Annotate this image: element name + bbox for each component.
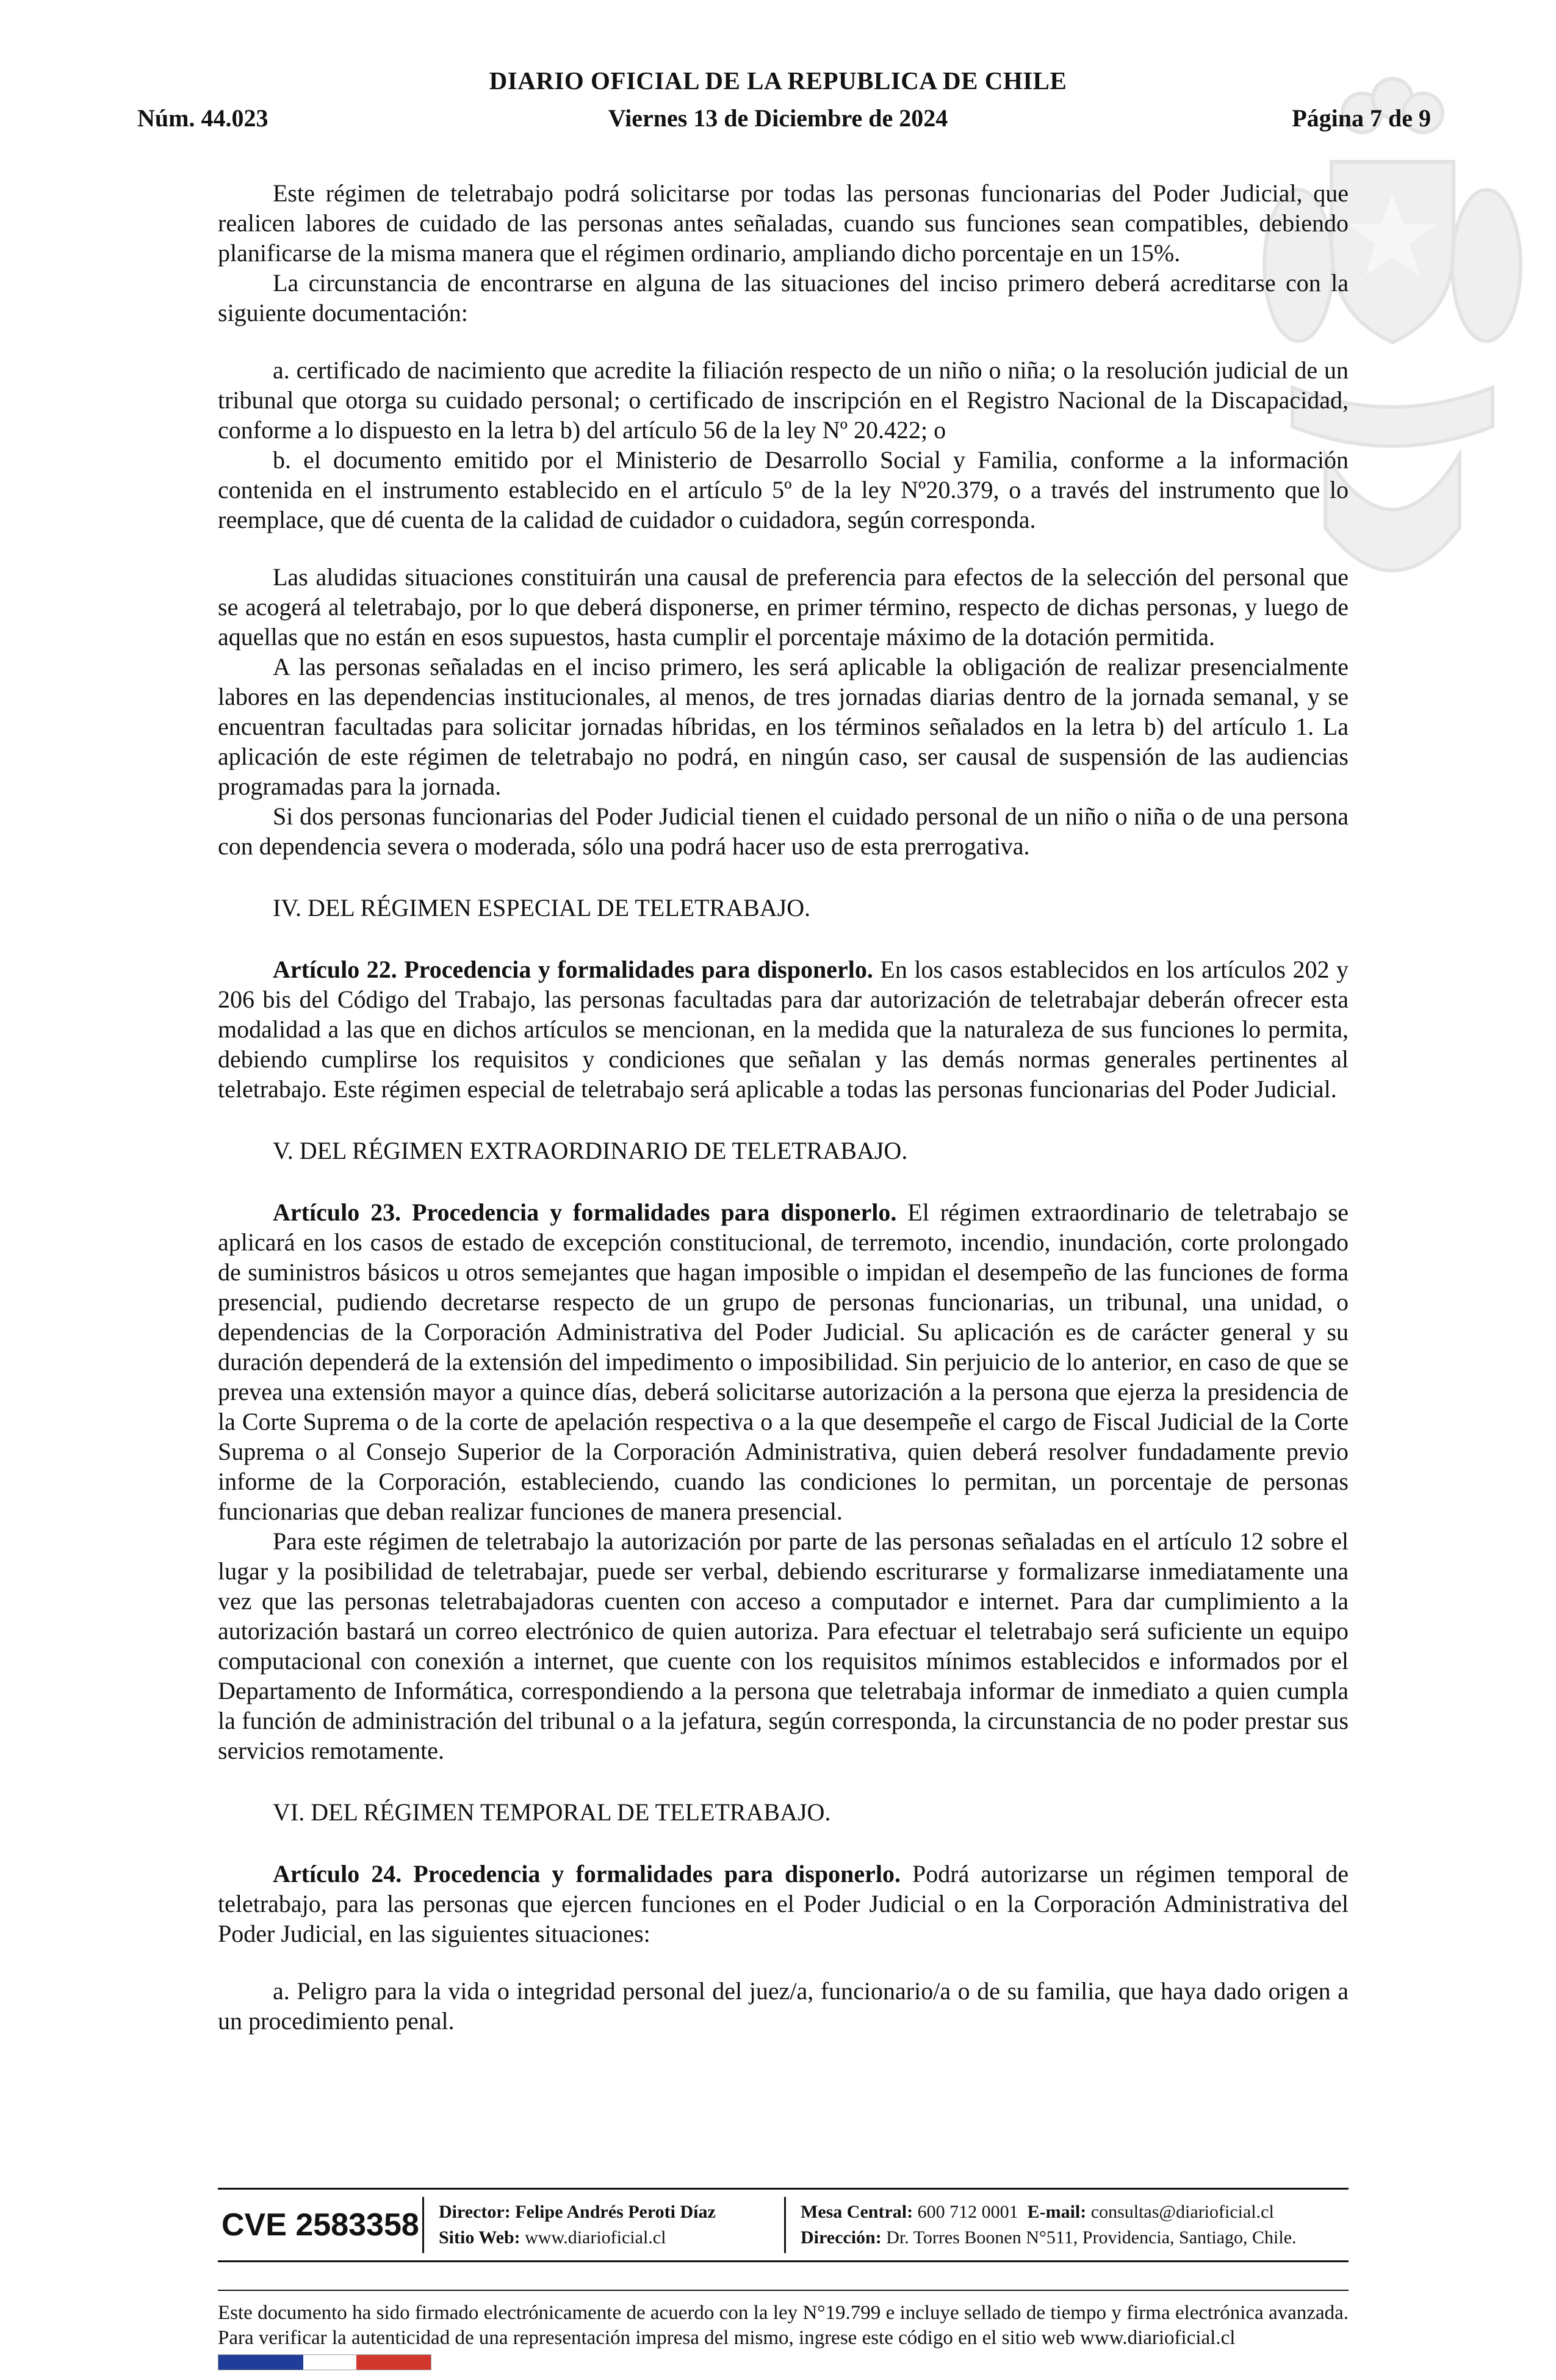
flag-red-segment [356,2355,431,2370]
page-indicator: Página 7 de 9 [1292,104,1431,132]
article-22-title: Artículo 22. Procedencia y formalidades para disponerlo. [273,956,873,983]
email-value: consultas@diarioficial.cl [1090,2202,1274,2222]
mesa-central-line [801,2199,1334,2225]
email-label: E-mail: [1027,2202,1087,2222]
direccion-label: Dirección: [801,2227,882,2248]
page-header [0,66,1556,132]
article-23-paragraph [218,1197,1349,1526]
article-22-paragraph [218,954,1349,1104]
contact-cell [786,2197,1349,2253]
paragraph: La circunstancia de encontrarse en alguna de las situaciones del inciso primero deberá acreditarse con la siguiente documentación: [218,269,1349,326]
chile-flag [218,2354,431,2370]
article-22-body: En los casos establecidos en los artículos 202 y 206 bis del Código del Trabajo, las personas facultadas para dar autorización de teletrabajar deberán ofrecer esta modalidad a las que en dichos artículos se mencionan, en la medida que la naturaleza de sus funciones lo permita, debiendo cumplirse los requisitos y condiciones que señalan y las demás normas generales pertinentes al teletrabajo. Este régimen especial de teletrabajo será aplicable a todas las personas funcionarias del Poder Judicial. [218,956,1349,1103]
date-line: Viernes 13 de Diciembre de 2024 [608,104,948,132]
section-heading-v: V. DEL RÉGIMEN EXTRAORDINARIO DE TELETRABAJO. [273,1137,908,1164]
signature-disclaimer: Este documento ha sido firmado electrónicamente de acuerdo con la ley N°19.799 e incluye sellado de tiempo y firma electrónica avanzada. Para verificar la autenticidad de una representación impresa del mismo, ingrese este código en el sitio web www.diarioficial.cl [218,2302,1349,2349]
document-body [218,178,1349,2186]
article-24-paragraph [218,1859,1349,1949]
header-meta-row [0,104,1556,132]
paragraph: A las personas señaladas en el inciso primero, les será aplicable la obligación de realizar presencialmente labores en las dependencias institucionales, al menos, de tres jornadas diarias dentro de la jornada semanal, y se encuentran facultadas para solicitar jornadas híbridas, en los términos señalados en la letra b) del artículo 1. La aplicación de este régimen de teletrabajo no podrá, en ningún caso, ser causal de suspensión de las audiencias programadas para la jornada. [218,653,1349,800]
sitio-web-line [439,2225,769,2251]
mesa-label: Mesa Central: [801,2202,913,2222]
article-24-title: Artículo 24. Procedencia y formalidades para disponerlo. [273,1860,901,1888]
article-24-body: Podrá autorizarse un régimen temporal de teletrabajo, para las personas que ejercen funciones en el Poder Judicial o en la Corporación Administrativa del Poder Judicial, en las siguientes situaciones: [218,1860,1349,1947]
sitio-label: Sitio Web: [439,2227,520,2248]
list-item-a: a. certificado de nacimiento que acredite la filiación respecto de un niño o niña; o la resolución judicial de un tribunal que otorga su cuidado personal; o certificado de inscripción en el Registro Nacional de la Discapacidad, conforme a lo dispuesto en la letra b) del artículo 56 de la ley Nº 20.422; o [218,356,1349,444]
footer-info-bar [218,2188,1349,2262]
flag-blue-segment [218,2355,303,2370]
director-cell [424,2197,784,2253]
direccion-value: Dr. Torres Boonen N°511, Providencia, Santiago, Chile. [886,2227,1297,2248]
paragraph: Para este régimen de teletrabajo la autorización por parte de las personas señaladas en el artículo 12 sobre el lugar y la posibilidad de teletrabajar, puede ser verbal, debiendo escriturarse y formalizarse inmediatamente una vez que las personas teletrabajadoras cuenten con acceso a computador e internet. Para dar cumplimiento a la autorización bastará un correo electrónico de quien autoriza. Para efectuar el teletrabajo será suficiente un equipo computacional con conexión a internet, que cuente con los requisitos mínimos establecidos e informados por el Departamento de Informática, correspondiendo a la persona que teletrabaja informar de inmediato a quien cumpla la función de administración del tribunal o a la jefatura, según corresponda, la circunstancia de no poder prestar sus servicios remotamente. [218,1527,1349,1764]
section-heading-iv: IV. DEL RÉGIMEN ESPECIAL DE TELETRABAJO. [273,894,811,921]
flag-white-segment [303,2355,356,2370]
footer-separator-line [218,2290,1349,2291]
section-heading-vi: VI. DEL RÉGIMEN TEMPORAL DE TELETRABAJO. [273,1798,831,1826]
article-23-title: Artículo 23. Procedencia y formalidades para disponerlo. [273,1199,897,1226]
list-item-b: b. el documento emitido por el Ministerio de Desarrollo Social y Familia, conforme a la información contenida en el instrumento establecido en el artículo 5º de la ley Nº20.379, o a través del instrumento que lo reemplace, que dé cuenta de la calidad de cuidador o cuidadora, según corresponda. [218,446,1349,533]
masthead-title: DIARIO OFICIAL DE LA REPUBLICA DE CHILE [489,67,1067,95]
cve-code-text: CVE 2583358 [222,2207,419,2243]
director-line [439,2199,769,2225]
article-23-body: El régimen extraordinario de teletrabajo se aplicará en los casos de estado de excepción constitucional, de terremoto, incendio, inundación, corte prolongado de suministros básicos u otros semejantes que hagan imposible o impidan el desempeño de las funciones de forma presencial, pudiendo decretarse respecto de un grupo de personas funcionarias, un tribunal, una unidad, o dependencias de la Corporación Administrativa del Poder Judicial. Su aplicación es de carácter general y su duración dependerá de la extensión del impedimento o imposibilidad. Sin perjuicio de lo anterior, en caso de que se prevea una extensión mayor a quince días, deberá solicitarse autorización a la persona que ejerza la presidencia de la Corte Suprema o de la corte de apelación respectiva o a la que desempeñe el cargo de Fiscal Judicial de la Corte Suprema o al Consejo Superior de la Corporación Administrativa, quien deberá resolver fundadamente previo informe de la Corporación, estableciendo, cuando las condiciones lo permitan, un porcentaje de personas funcionarias que deban realizar funciones de manera presencial. [218,1199,1349,1525]
list-item-a: a. Peligro para la vida o integridad personal del juez/a, funcionario/a o de su familia, que haya dado origen a un procedimiento penal. [218,1977,1349,2035]
director-label: Director: [439,2202,511,2222]
paragraph: Las aludidas situaciones constituirán una causal de preferencia para efectos de la selección del personal que se acogerá al teletrabajo, por lo que deberá disponerse, en primer término, respecto de dichas personas, y luego de aquellas que no están en esos supuestos, hasta cumplir el porcentaje máximo de la dotación permitida. [218,563,1349,651]
sitio-value: www.diarioficial.cl [525,2227,666,2248]
paragraph: Si dos personas funcionarias del Poder Judicial tienen el cuidado personal de un niño o niña o de una persona con dependencia severa o moderada, sólo una podrá hacer uso de esta prerrogativa. [218,802,1349,860]
issue-number: Núm. 44.023 [137,104,268,132]
direccion-line [801,2225,1334,2251]
paragraph: Este régimen de teletrabajo podrá solicitarse por todas las personas funcionarias del Poder Judicial, que realicen labores de cuidado de las personas antes señaladas, cuando sus funciones sean compatibles, debiendo planificarse de la misma manera que el régimen ordinario, ampliando dicho porcentaje en un 15%. [218,179,1349,267]
director-value: Felipe Andrés Peroti Díaz [515,2202,716,2222]
cve-code [218,2197,422,2253]
mesa-value: 600 712 0001 [917,2202,1018,2222]
